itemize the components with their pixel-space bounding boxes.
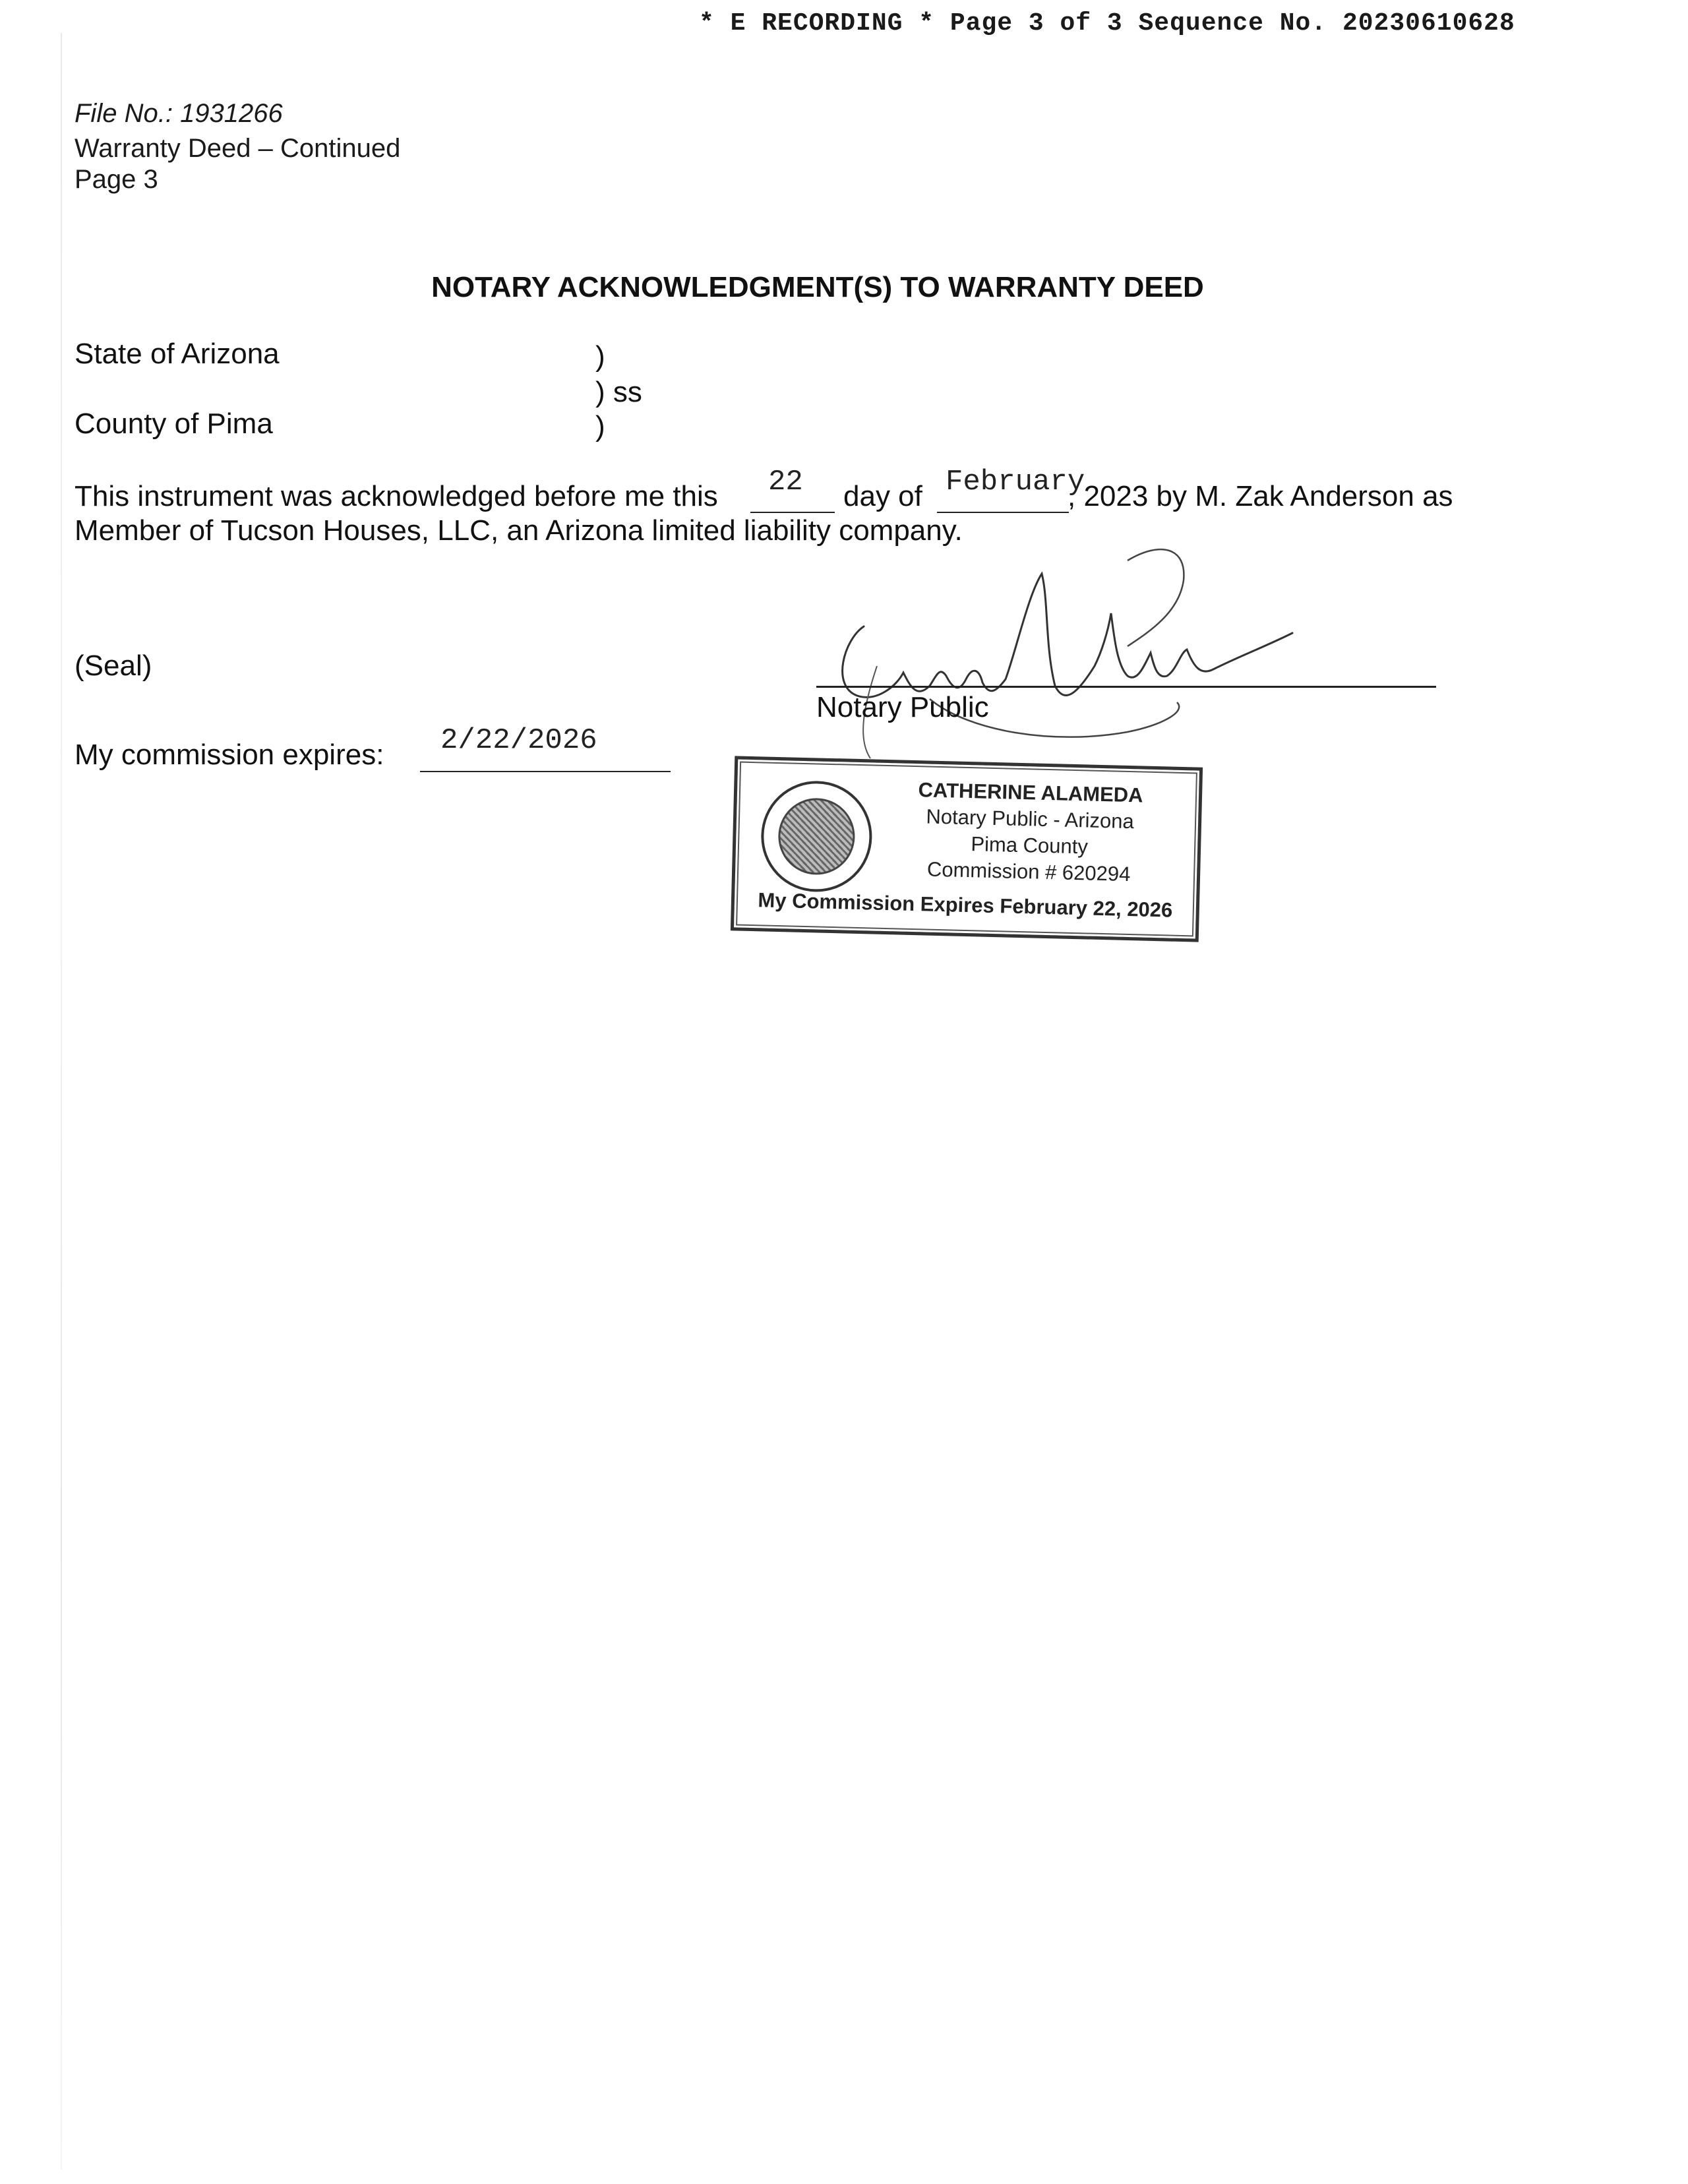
stamp-notary-name: CATHERINE ALAMEDA [918,778,1143,807]
month-blank [937,510,1069,513]
venue-paren-bottom: ) [595,410,605,442]
commission-expires-label: My commission expires: [75,739,384,771]
deed-continued-line: Warranty Deed – Continued [75,134,401,163]
ack-text-line2: Member of Tucson Houses, LLC, an Arizona limited liability company. [75,514,963,547]
venue-paren-top: ) [595,340,605,373]
scan-edge [61,33,62,2169]
ack-text-part3: , 2023 by M. Zak Anderson as [1068,480,1453,512]
ack-text-part1: This instrument was acknowledged before me this [75,480,718,512]
state-label: State of Arizona [75,338,280,370]
page-line: Page 3 [75,165,158,194]
county-label: County of Pima [75,408,273,440]
file-number-line [75,99,283,129]
commission-date-blank [420,770,671,772]
document-title: NOTARY ACKNOWLEDGMENT(S) TO WARRANTY DEED [431,271,1204,303]
notary-signature [818,534,1345,772]
ack-month-value: February [946,466,1085,499]
seal-label: (Seal) [75,650,152,682]
venue-paren-ss: ) ss [595,376,642,408]
ack-day-value: 22 [768,466,803,499]
file-no-value: 1931266 [180,99,283,128]
stamp-expiration: My Commission Expires February 22, 2026 [758,888,1173,922]
notary-stamp [731,756,1203,942]
arizona-state-seal-icon [760,779,873,893]
commission-expires-date: 2/22/2026 [440,724,597,757]
stamp-notary-title: Notary Public - Arizona [926,804,1135,834]
day-blank [750,510,835,513]
stamp-county: Pima County [971,832,1089,859]
file-no-label: File No.: [75,99,173,128]
signature-line [816,686,1436,688]
notary-public-label: Notary Public [816,691,989,723]
ack-text-part2: day of [843,480,922,512]
recording-header: * E RECORDING * Page 3 of 3 Sequence No. 20230610628 [699,9,1515,38]
stamp-commission-number: Commission # 620294 [926,857,1131,886]
